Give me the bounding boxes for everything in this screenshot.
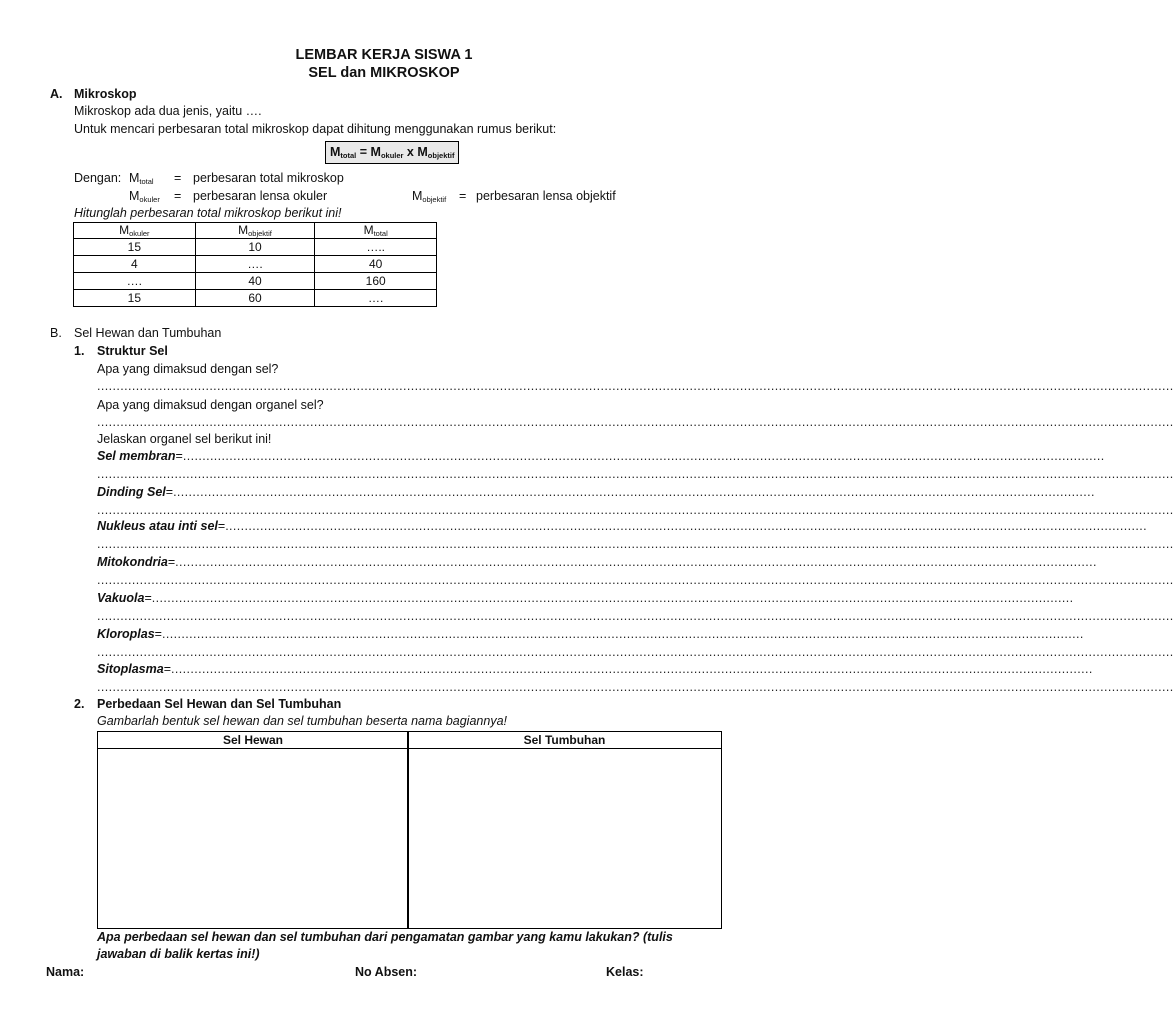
organelle-row-sitoplasma: [97, 662, 1093, 676]
drawing-box-sel-hewan[interactable]: [97, 731, 409, 929]
def-mokuler-eq: =: [174, 189, 182, 203]
organelle-eq: =: [144, 591, 152, 605]
def-mobjektif-eq: =: [459, 189, 467, 203]
part2-instruction: Gambarlah bentuk sel hewan dan sel tumbuhan beserta nama bagiannya!: [97, 714, 507, 728]
section-b-letter: B.: [50, 326, 62, 340]
cell-okuler: 4: [74, 256, 196, 273]
organelle-eq: =: [167, 555, 176, 569]
organelle-eq: =: [217, 519, 226, 533]
answer-line[interactable]: ..............................................................................................................................................................................................................................................: [173, 485, 1095, 499]
column-header-sel-tumbuhan: Sel Tumbuhan: [408, 732, 721, 749]
answer-line-dinding-sel-2[interactable]: ......................................................................................................................................................................................................................................................................................: [97, 503, 1174, 517]
answer-line[interactable]: ..............................................................................................................................................................................................................................................: [151, 591, 1074, 605]
comparison-question-line1: Apa perbedaan sel hewan dan sel tumbuhan dari pengamatan gambar yang kamu lakukan? (tulis: [97, 930, 673, 944]
organelle-row-vakuola: [97, 591, 1074, 605]
cell-total: 160: [315, 273, 437, 290]
magnification-formula: $M_{total} = M_{okuler}$ x $M_{objektif}$: [325, 141, 459, 164]
organelle-row-kloroplas: [97, 627, 1084, 641]
drawing-box-sel-tumbuhan[interactable]: [407, 731, 722, 929]
answer-line[interactable]: ..............................................................................................................................................................................................................................................: [225, 519, 1147, 533]
answer-line-sel[interactable]: ......................................................................................................................................................................................................................................................................................: [97, 379, 1174, 393]
def-mobjektif-symbol: $M_{objektif}$: [412, 189, 447, 204]
table-row: [74, 273, 437, 290]
organelle-label: Kloroplas: [97, 627, 155, 641]
organelle-label: Sel membran: [97, 449, 176, 463]
question-organel: Apa yang dimaksud dengan organel sel?: [97, 398, 324, 412]
question-sel: Apa yang dimaksud dengan sel?: [97, 362, 279, 376]
worksheet-title: LEMBAR KERJA SISWA 1: [295, 47, 473, 63]
answer-line-vakuola-2[interactable]: ......................................................................................................................................................................................................................................................................................: [97, 609, 1174, 623]
section-b-heading: Sel Hewan dan Tumbuhan: [74, 326, 222, 340]
magnification-table: [73, 222, 437, 307]
answer-line-mitokondria-2[interactable]: ......................................................................................................................................................................................................................................................................................: [97, 573, 1174, 587]
cell-objektif: 60: [195, 290, 315, 307]
header-mobjektif: $M_{objektif}$: [195, 223, 315, 239]
answer-line-sitoplasma-2[interactable]: ......................................................................................................................................................................................................................................................................................: [97, 680, 1174, 694]
table-row: [74, 239, 437, 256]
organelle-row-mitokondria: [97, 555, 1097, 569]
organelle-eq: =: [165, 485, 174, 499]
organelle-label: Mitokondria: [97, 555, 168, 569]
answer-line[interactable]: ..............................................................................................................................................................................................................................................: [175, 555, 1097, 569]
section-a-line1: Mikroskop ada dua jenis, yaitu ….: [74, 104, 262, 118]
column-header-sel-hewan: Sel Hewan: [98, 732, 408, 749]
part2-number: 2.: [74, 697, 85, 711]
organelle-eq: =: [154, 627, 162, 641]
part2-heading: Perbedaan Sel Hewan dan Sel Tumbuhan: [97, 697, 342, 711]
cell-objektif: 40: [195, 273, 315, 290]
table-instruction: Hitunglah perbesaran total mikroskop berikut ini!: [74, 206, 342, 220]
cell-total: ….: [315, 290, 437, 307]
comparison-question-line2: jawaban di balik kertas ini!): [97, 947, 260, 961]
section-a-letter: A.: [50, 87, 63, 101]
dengan-label: Dengan:: [74, 171, 122, 185]
cell-total: …..: [315, 239, 437, 256]
part1-heading: Struktur Sel: [97, 344, 168, 358]
def-mobjektif-text: perbesaran lensa objektif: [476, 189, 616, 203]
organelle-label: Vakuola: [97, 591, 145, 605]
organelle-label: Sitoplasma: [97, 662, 164, 676]
answer-line-sel-membran-2[interactable]: ......................................................................................................................................................................................................................................................................................: [97, 467, 1174, 481]
organelle-label: Nukleus atau inti sel: [97, 519, 218, 533]
def-mokuler-symbol: $M_{okuler}$: [129, 189, 160, 204]
table-row: [74, 290, 437, 307]
footer-nama-label: Nama:: [46, 965, 85, 979]
header-mtotal: $M_{total}$: [315, 223, 437, 239]
def-mtotal-symbol: $M_{total}$: [129, 171, 154, 186]
cell-okuler: ….: [74, 273, 196, 290]
def-mtotal-eq: =: [174, 171, 182, 185]
def-mtotal-text: perbesaran total mikroskop: [193, 171, 344, 185]
organelle-eq: =: [175, 449, 183, 463]
answer-line-kloroplas-2[interactable]: ......................................................................................................................................................................................................................................................................................: [97, 645, 1174, 659]
organelle-eq: =: [163, 662, 171, 676]
part1-number: 1.: [74, 344, 85, 358]
organelle-row-dinding-sel: [97, 485, 1095, 499]
def-mokuler-text: perbesaran lensa okuler: [193, 189, 328, 203]
footer-absen-label: No Absen:: [355, 965, 418, 979]
question-organel-list: Jelaskan organel sel berikut ini!: [97, 432, 272, 446]
answer-line-organel[interactable]: ......................................................................................................................................................................................................................................................................................: [97, 415, 1174, 429]
cell-total: 40: [315, 256, 437, 273]
answer-line[interactable]: ..............................................................................................................................................................................................................................................: [161, 627, 1084, 641]
answer-line[interactable]: ..............................................................................................................................................................................................................................................: [182, 449, 1105, 463]
organelle-row-nukleus: [97, 519, 1147, 533]
organelle-row-sel-membran: [97, 449, 1105, 463]
worksheet-subtitle: SEL dan MIKROSKOP: [308, 65, 460, 81]
cell-okuler: 15: [74, 290, 196, 307]
header-mokuler: $M_{okuler}$: [74, 223, 196, 239]
answer-line[interactable]: ..............................................................................................................................................................................................................................................: [171, 662, 1093, 676]
cell-objektif: 10: [195, 239, 315, 256]
section-a-heading: Mikroskop: [74, 87, 137, 101]
table-header-row: [74, 223, 437, 239]
answer-line-nukleus-2[interactable]: ......................................................................................................................................................................................................................................................................................: [97, 537, 1174, 551]
cell-objektif: ….: [195, 256, 315, 273]
table-row: [74, 256, 437, 273]
section-a-line2: Untuk mencari perbesaran total mikroskop dapat dihitung menggunakan rumus berikut:: [74, 122, 557, 136]
cell-okuler: 15: [74, 239, 196, 256]
organelle-label: Dinding Sel: [97, 485, 166, 499]
footer-kelas-label: Kelas:: [606, 965, 644, 979]
